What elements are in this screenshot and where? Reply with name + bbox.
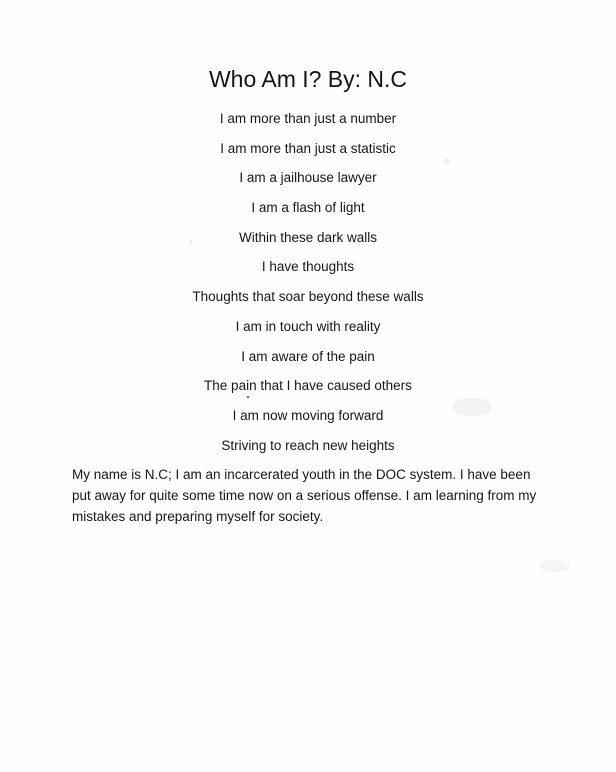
poem-line: Striving to reach new heights (221, 437, 395, 453)
poem-line: The pain that I have caused others (204, 378, 412, 394)
poem-line: I am more than just a number (219, 111, 397, 126)
poem-line: Within these dark walls (238, 229, 378, 245)
poem-line: I am aware of the pain (241, 348, 375, 364)
poem-line: I have thoughts (261, 259, 355, 275)
poem-line: I am in touch with reality (235, 318, 381, 334)
scan-smudge (444, 158, 450, 164)
poem-line: I am a jailhouse lawyer (239, 170, 377, 186)
scan-speck (191, 241, 192, 242)
poem-line: Thoughts that soar beyond these walls (192, 289, 424, 305)
poem-line: I am a flash of light (251, 200, 365, 216)
poem-body (0, 108, 616, 464)
poem-line: I am now moving forward (232, 407, 384, 423)
scan-speck (247, 396, 249, 398)
scan-smudge (540, 560, 570, 572)
poem-line: I am more than just a statistic (220, 140, 396, 156)
author-bio: My name is N.C; I am an incarcerated youth in the DOC system. I have been put away for quite some time now on a serious offense. I am learning from my mistakes and preparing myself for society. (72, 467, 537, 524)
poem-title: Who Am I? By: N.C (208, 66, 408, 92)
scan-smudge (452, 398, 492, 416)
